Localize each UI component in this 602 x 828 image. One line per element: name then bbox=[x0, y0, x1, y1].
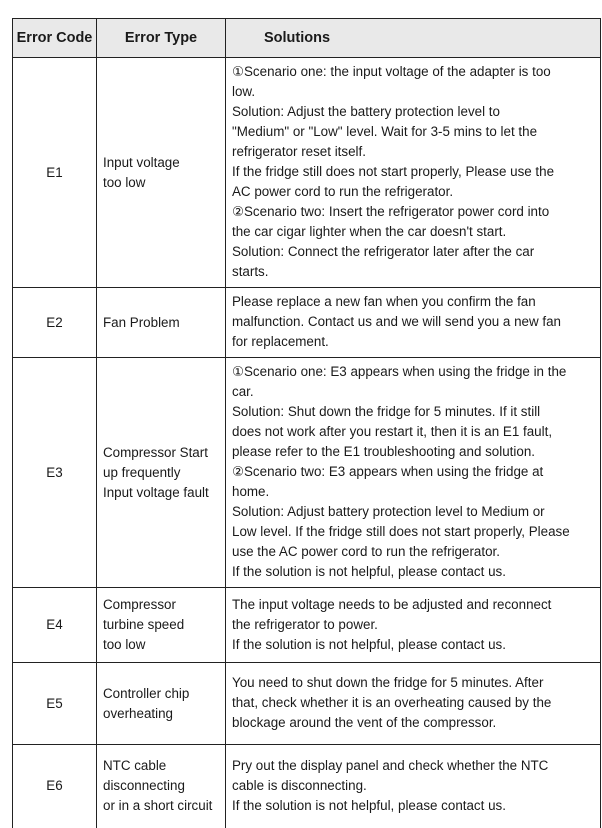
error-type-line: disconnecting bbox=[103, 778, 185, 794]
error-type-line: Controller chip bbox=[103, 685, 190, 701]
error-code-cell: E3 bbox=[13, 358, 97, 588]
solution-line: ②Scenario two: Insert the refrigerator power cord into bbox=[232, 204, 550, 219]
solution-line: refrigerator reset itself. bbox=[232, 144, 366, 159]
solution-line: blockage around the vent of the compressor. bbox=[232, 715, 497, 730]
solution-line: "Medium" or "Low" level. Wait for 3-5 mins to let the bbox=[232, 124, 538, 139]
solution-line: malfunction. Contact us and we will send you a new fan bbox=[232, 314, 561, 329]
table-row bbox=[13, 288, 601, 358]
error-type-cell bbox=[97, 288, 226, 358]
solution-line: Solution: Adjust the battery protection level to bbox=[232, 104, 500, 119]
header-error-type: Error Type bbox=[97, 19, 226, 58]
solution-line: If the solution is not helpful, please contact us. bbox=[232, 797, 506, 813]
error-type-line: Input voltage bbox=[103, 154, 180, 170]
solution-line: The input voltage needs to be adjusted and reconnect bbox=[232, 596, 552, 612]
solution-line: starts. bbox=[232, 264, 269, 279]
solution-line: car. bbox=[232, 384, 254, 399]
table-body bbox=[13, 58, 601, 828]
error-type-line: too low bbox=[103, 174, 146, 190]
solution-cell bbox=[226, 588, 601, 663]
solution-line: cable is disconnecting. bbox=[232, 777, 367, 793]
error-type-line: or in a short circuit bbox=[103, 798, 213, 814]
error-type-cell bbox=[97, 358, 226, 588]
solution-line: that, check whether it is an overheating caused by the bbox=[232, 695, 552, 710]
error-type-line: up frequently bbox=[103, 464, 181, 480]
solution-line: the car cigar lighter when the car doesn't start. bbox=[232, 224, 507, 239]
solution-line: If the fridge still does not start properly, Please use the bbox=[232, 164, 555, 179]
header-row bbox=[13, 19, 601, 58]
error-type-line: overheating bbox=[103, 705, 173, 721]
solution-line: Please replace a new fan when you confirm the fan bbox=[232, 294, 536, 309]
solution-line: use the AC power cord to run the refrigerator. bbox=[232, 544, 500, 559]
table-row bbox=[13, 358, 601, 588]
error-code-table bbox=[12, 18, 601, 828]
solution-line: home. bbox=[232, 484, 270, 499]
solution-line: Low level. If the fridge still does not start properly, Please bbox=[232, 524, 570, 539]
table-row bbox=[13, 745, 601, 828]
solution-cell bbox=[226, 58, 601, 288]
solution-line: ①Scenario one: E3 appears when using the fridge in the bbox=[232, 364, 567, 379]
header-solutions: Solutions bbox=[226, 19, 601, 58]
solution-line: please refer to the E1 troubleshooting and solution. bbox=[232, 444, 535, 459]
error-type-line: NTC cable bbox=[103, 758, 167, 774]
table-row bbox=[13, 58, 601, 288]
header-error-code: Error Code bbox=[13, 19, 97, 58]
solution-line: Solution: Shut down the fridge for 5 minutes. If it still bbox=[232, 404, 541, 419]
error-code-cell: E4 bbox=[13, 588, 97, 663]
error-code-cell: E1 bbox=[13, 58, 97, 288]
solution-line: Pry out the display panel and check whether the NTC bbox=[232, 757, 549, 773]
table-row bbox=[13, 588, 601, 663]
error-code-cell: E5 bbox=[13, 663, 97, 745]
error-type-line: Input voltage fault bbox=[103, 484, 209, 500]
error-type-cell bbox=[97, 588, 226, 663]
solution-line: ②Scenario two: E3 appears when using the fridge at bbox=[232, 464, 544, 479]
solution-line: low. bbox=[232, 84, 256, 99]
solution-cell bbox=[226, 745, 601, 828]
solution-line: If the solution is not helpful, please contact us. bbox=[232, 564, 506, 579]
solution-line: You need to shut down the fridge for 5 minutes. After bbox=[232, 675, 544, 690]
error-type-cell bbox=[97, 663, 226, 745]
table-header bbox=[13, 19, 601, 58]
solution-line: AC power cord to run the refrigerator. bbox=[232, 184, 454, 199]
solution-cell bbox=[226, 663, 601, 745]
table-row bbox=[13, 663, 601, 745]
error-code-cell: E2 bbox=[13, 288, 97, 358]
solution-line: does not work after you restart it, then it is an E1 fault, bbox=[232, 424, 553, 439]
error-type-line: Compressor Start bbox=[103, 444, 208, 460]
error-type-line: too low bbox=[103, 637, 146, 652]
solution-line: Solution: Connect the refrigerator later after the car bbox=[232, 244, 535, 259]
error-code-cell: E6 bbox=[13, 745, 97, 828]
solution-line: If the solution is not helpful, please contact us. bbox=[232, 636, 506, 652]
error-type-cell bbox=[97, 58, 226, 288]
solution-line: ①Scenario one: the input voltage of the adapter is too bbox=[232, 64, 551, 79]
solution-cell bbox=[226, 288, 601, 358]
error-type-line: Compressor bbox=[103, 597, 176, 612]
error-type-line: Fan Problem bbox=[103, 314, 180, 330]
solution-cell bbox=[226, 358, 601, 588]
error-type-cell bbox=[97, 745, 226, 828]
error-type-line: turbine speed bbox=[103, 617, 185, 632]
solution-line: the refrigerator to power. bbox=[232, 616, 378, 632]
solution-line: Solution: Adjust battery protection level to Medium or bbox=[232, 504, 545, 519]
solution-line: for replacement. bbox=[232, 334, 329, 349]
